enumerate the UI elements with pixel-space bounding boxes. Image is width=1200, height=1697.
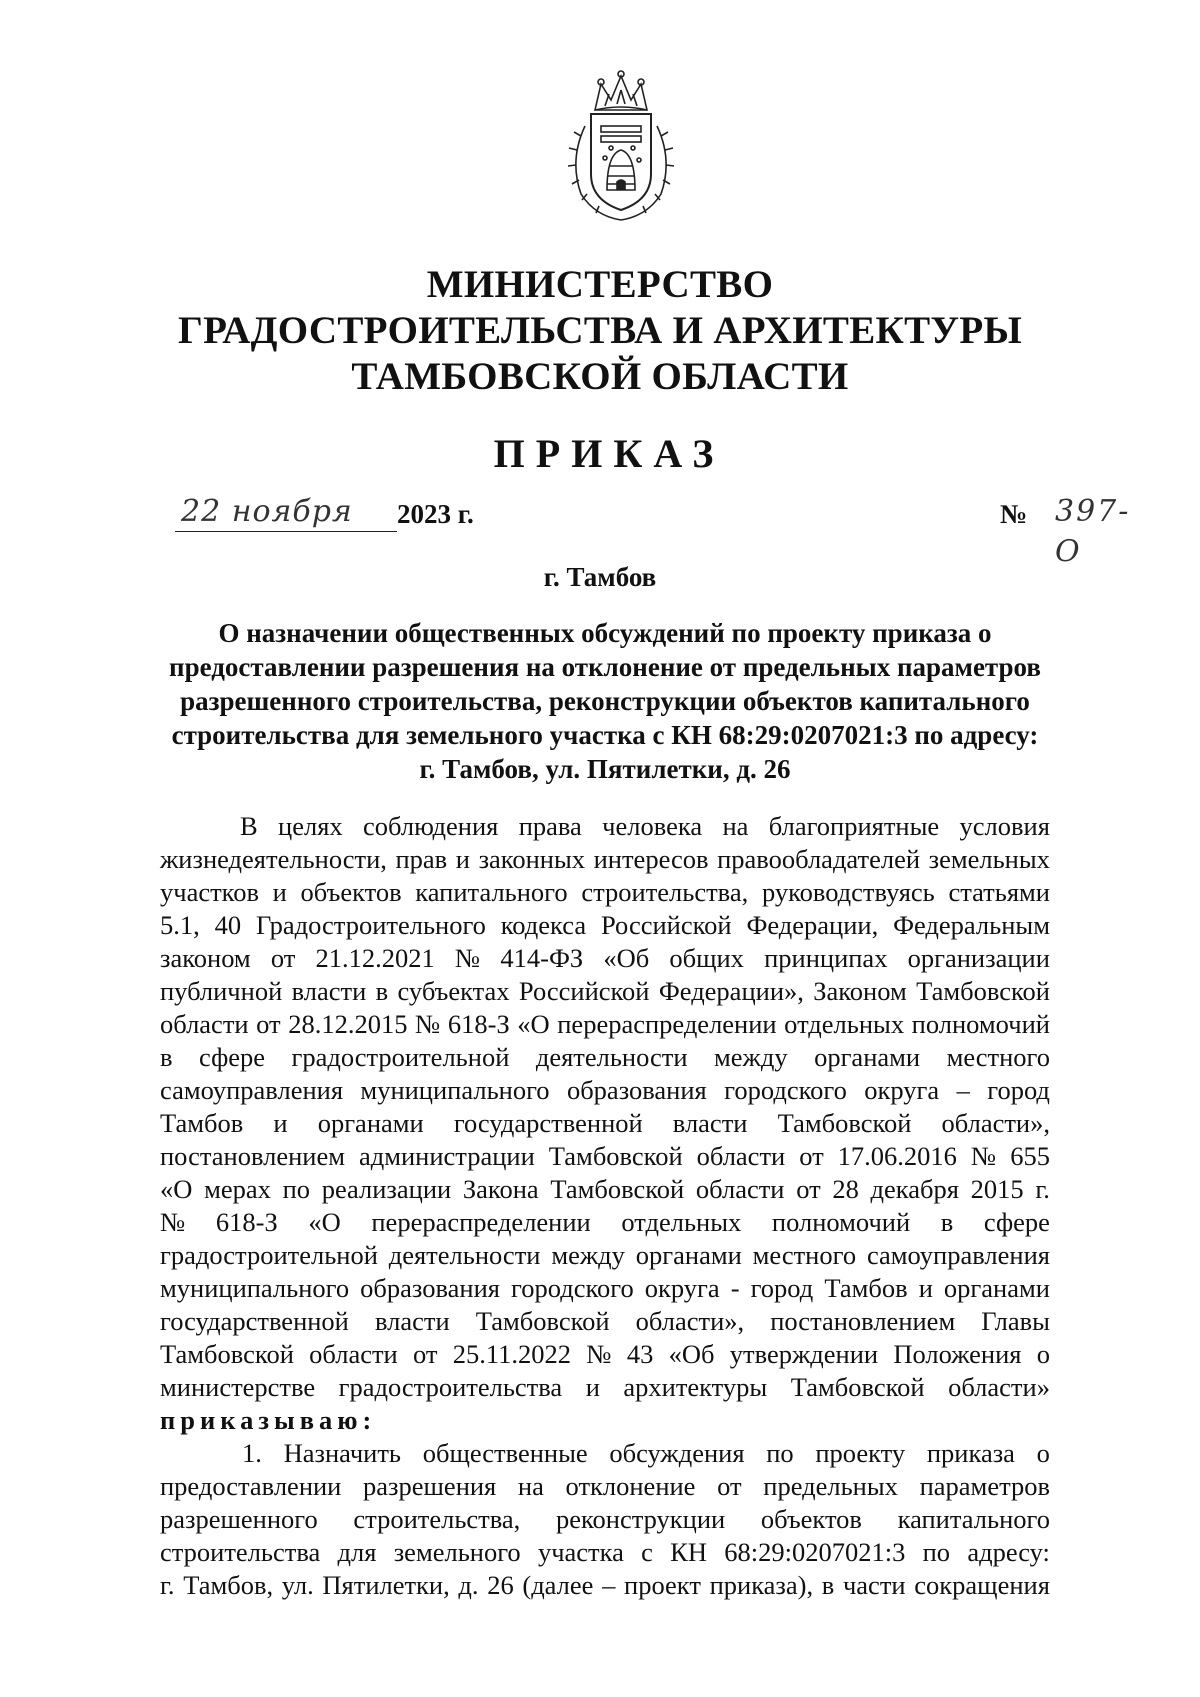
body-text-line: области от 28.12.2015 № 618-З «О перераспределении отдельных полномочий [160, 1009, 1050, 1039]
ministry-name-line3: ТАМБОВСКОЙ ОБЛАСТИ [351, 355, 849, 398]
body-text-line: № 618-З «О перераспределении отдельных полномочий в сфере [160, 1207, 1050, 1237]
body-text-line: муниципального образования городского округа - город Тамбов и органами [160, 1273, 1050, 1303]
body-text-line: Тамбовской области от 25.11.2022 № 43 «Об утверждении Положения о [160, 1339, 1050, 1369]
body-text-line: 5.1, 40 Градостроительного кодекса Российской Федерации, Федеральным [160, 910, 1050, 940]
body-text-line: участков и объектов капитального строительства, руководствуясь статьями [160, 877, 1050, 907]
item-text-line: предоставлении разрешения на отклонение от предельных параметров [160, 1471, 1050, 1501]
body-text-line: министерстве градостроительства и архитектуры Тамбовской области» [160, 1372, 1050, 1402]
coat-of-arms-emblem [565, 70, 677, 222]
body-text-line: жизнедеятельности, прав и законных интересов правообладателей земельных [160, 844, 1050, 874]
subject-line: строительства для земельного участка с КН 68:29:0207021:3 по адресу: [171, 720, 1039, 750]
handwritten-date: 22 ноября [175, 492, 397, 532]
item-text-line: 1. Назначить общественные обсуждения по проекту приказа о [242, 1438, 1050, 1468]
body-text-line: Тамбов и органами государственной власти Тамбовской области», [160, 1108, 1050, 1138]
number-label: № [1000, 499, 1028, 529]
body-text-line: градостроительной деятельности между органами местного самоуправления [160, 1240, 1050, 1270]
ministry-name-line1: МИНИСТЕРСТВО [426, 263, 774, 306]
body-text-line: «О мерах по реализации Закона Тамбовской области от 28 декабря 2015 г. [160, 1174, 1050, 1204]
handwritten-document-number: 397-О [1055, 494, 1131, 569]
item-1-paragraph [160, 1437, 1050, 1602]
subject-line: предоставлении разрешения на отклонение от предельных параметров [169, 652, 1041, 682]
body-text-line: в сфере градостроительной деятельности между органами местного [160, 1042, 1050, 1072]
body-text-line: публичной власти в субъектах Российской Федерации», Законом Тамбовской [160, 976, 1050, 1006]
order-body [160, 810, 1050, 1602]
order-word: приказываю: [160, 1405, 377, 1435]
order-word-line [160, 1404, 1050, 1437]
body-text-line: государственной власти Тамбовской области», постановлением Главы [160, 1306, 1050, 1336]
subject-line: О назначении общественных обсуждений по проекту приказа о [218, 618, 992, 648]
item-text-line: г. Тамбов, ул. Пятилетки, д. 26 (далее – проект приказа), в части сокращения [160, 1570, 1050, 1600]
city-name: г. Тамбов [543, 562, 657, 592]
item-text-line: строительства для земельного участка с КН 68:29:0207021:3 по адресу: [160, 1537, 1050, 1567]
subject-line: г. Тамбов, ул. Пятилетки, д. 26 [419, 754, 791, 784]
body-text-line: законом от 21.12.2021 № 414-ФЗ «Об общих принципах организации [160, 943, 1050, 973]
order-subject [160, 616, 1050, 786]
document-type-title: ПРИКАЗ [493, 431, 725, 476]
body-text-line: В целях соблюдения права человека на благоприятные условия [240, 811, 1050, 841]
body-text-line: самоуправления муниципального образования городского округа – город [160, 1075, 1050, 1105]
preamble-paragraph [160, 810, 1050, 1404]
date-year: 2023 г. [397, 499, 474, 529]
body-text-line: постановлением администрации Тамбовской области от 17.06.2016 № 655 [160, 1141, 1050, 1171]
item-text-line: разрешенного строительства, реконструкции объектов капитального [160, 1504, 1050, 1534]
date-number-line [175, 492, 1131, 569]
subject-line: разрешенного строительства, реконструкции объектов капитального [180, 686, 1030, 716]
ministry-name-line2: ГРАДОСТРОИТЕЛЬСТВА И АРХИТЕКТУРЫ [177, 309, 1023, 352]
